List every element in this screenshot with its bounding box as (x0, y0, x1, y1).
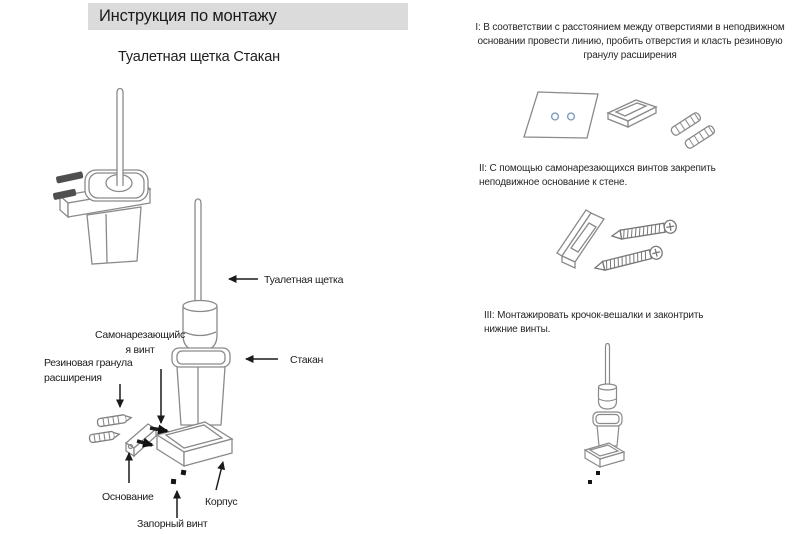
locking-screws-icon (588, 471, 600, 484)
brush-handle-drawing (606, 344, 610, 387)
fixed-base-drawing (608, 100, 656, 127)
wall-anchor-icon (97, 414, 132, 427)
body-tray-drawing (157, 422, 232, 466)
page-title-band (88, 3, 408, 30)
brush-handle-drawing (117, 89, 123, 187)
label-cup: Стакан (290, 354, 324, 366)
left-diagram-drawing (40, 75, 340, 534)
locking-screws-icon (171, 470, 187, 485)
step1-illustration (498, 85, 738, 157)
wall-anchor-icon (89, 430, 120, 443)
mini-assembly-drawing (585, 344, 624, 485)
label-toilet-brush: Туалетная щетка (264, 274, 344, 286)
label-locking-screw: Запорный винт (137, 518, 208, 530)
step1-text: I: В соответствии с расстоянием между отверстиями в неподвижном основании провести линию, пробить отверстия и класть резиновую гранулу расширения (475, 22, 785, 61)
product-title: Туалетная щетка Стакан (118, 49, 280, 65)
body-callout-arrow (216, 462, 223, 490)
assembled-holder-drawing (53, 89, 150, 265)
screw-icon (593, 245, 663, 274)
cup-drawing (172, 348, 230, 425)
label-rubber-granule: Резиновая гранула расширения (44, 357, 133, 384)
fixed-base-drawing (557, 210, 604, 268)
brush-handle-drawing (195, 199, 201, 311)
screw-icon (611, 219, 677, 242)
step2-illustration (548, 195, 700, 280)
brush-head-drawing (183, 306, 217, 351)
wall-plate-drawing (524, 92, 598, 138)
step3-illustration (575, 335, 655, 493)
step2-text: II: С помощью самонарезающихся винтов закрепить неподвижное основание к стене. (479, 163, 716, 188)
step3-text: III: Монтажировать крочок-вешалки и законтрить нижние винты. (484, 310, 704, 335)
label-base: Основание (102, 491, 154, 503)
page-title: Инструкция по монтажу (99, 7, 277, 25)
label-self-tapping-screw: Самонарезающийс я винт (94, 329, 186, 356)
label-body: Корпус (205, 496, 238, 508)
body-tray-drawing (585, 443, 624, 467)
cup-drawing (593, 412, 622, 446)
